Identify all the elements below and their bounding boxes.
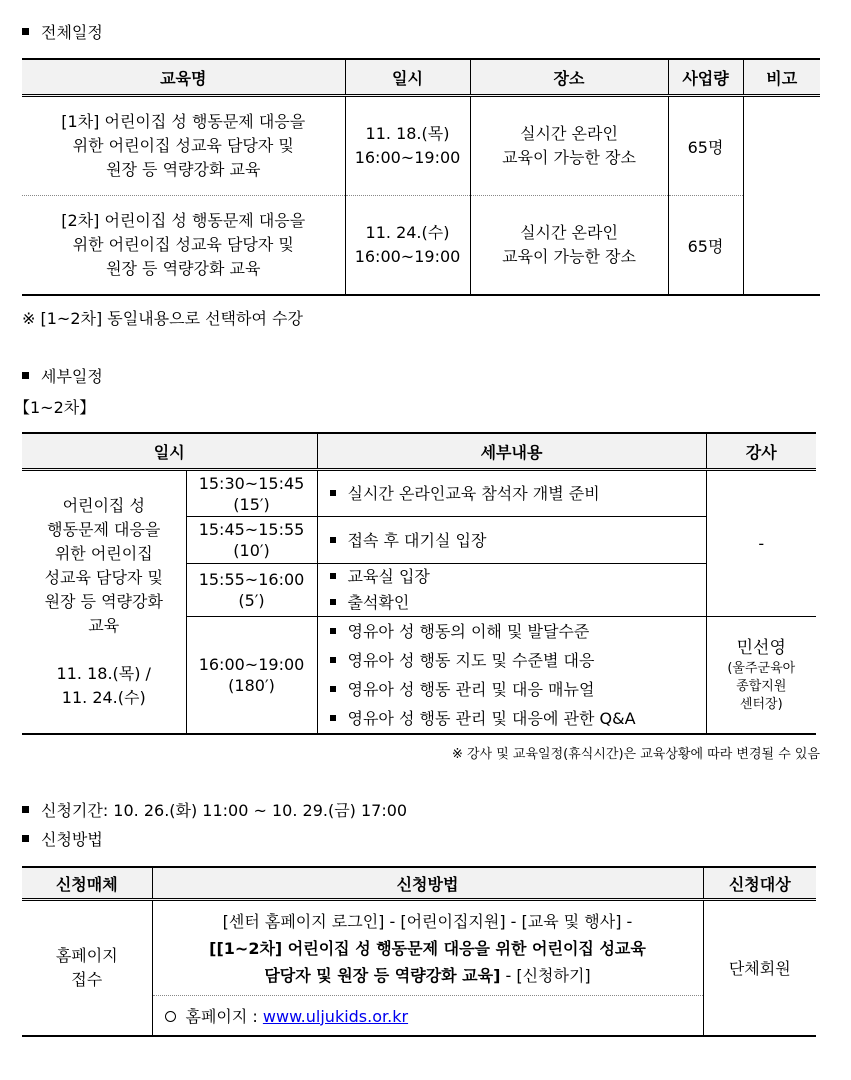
table2-note: ※ 강사 및 교육일정(휴식시간)은 교육상황에 따라 변경될 수 있음	[451, 747, 820, 762]
header-remarks: 비고	[743, 59, 820, 96]
time-slot-cell: 15:55~16:00 (5′)	[186, 564, 317, 617]
square-bullet-icon	[22, 28, 29, 35]
table-row	[22, 96, 820, 196]
header-target: 신청대상	[703, 867, 816, 900]
lecturer-cell: 민선영 (울주군육아 종합지원 센터장)	[706, 617, 816, 735]
square-bullet-icon	[330, 628, 336, 634]
target-cell: 단체회원	[728, 959, 791, 979]
table-row	[22, 196, 820, 296]
quota-cell: 65명	[668, 196, 743, 296]
application-period: 신청기간: 10. 26.(화) 11:00 ~ 10. 29.(금) 17:00	[22, 800, 407, 822]
table-row	[22, 470, 816, 517]
section-title-overall-schedule: 전체일정	[22, 22, 103, 44]
square-bullet-icon	[330, 715, 336, 721]
square-bullet-icon	[22, 835, 29, 842]
section-title-detail-schedule: 세부일정	[22, 366, 103, 388]
datetime-cell: 11. 18.(목) 16:00~19:00	[345, 96, 470, 196]
detail-cell	[317, 617, 706, 735]
detail-cell	[317, 564, 706, 617]
course-name-cell: [1차] 어린이집 성 행동문제 대응을 위한 어린이집 성교육 담당자 및 원장 등 역량강화 교육	[22, 96, 345, 196]
square-bullet-icon	[22, 806, 29, 813]
homepage-link[interactable]: www.uljukids.or.kr	[262, 1006, 409, 1026]
place-cell: 실시간 온라인 교육이 가능한 장소	[470, 96, 668, 196]
list-item: 출석확인	[330, 590, 706, 616]
square-bullet-icon	[330, 573, 336, 579]
lecturer-name: 민선영	[736, 638, 786, 658]
header-quota: 사업량	[668, 59, 743, 96]
square-bullet-icon	[330, 686, 336, 692]
header-details: 세부내용	[317, 433, 706, 470]
list-item: 영유아 성 행동 지도 및 수준별 대응	[330, 646, 706, 675]
header-medium: 신청매체	[22, 867, 152, 900]
quota-cell: 65명	[668, 96, 743, 196]
medium-cell: 홈페이지 접수	[22, 900, 152, 1036]
detail-schedule-table	[22, 432, 816, 735]
square-bullet-icon	[330, 599, 336, 605]
square-bullet-icon	[330, 537, 336, 543]
section-title-application-method: 신청방법	[22, 829, 103, 851]
program-cell: 어린이집 성 행동문제 대응을 위한 어린이집 성교육 담당자 및 원장 등 역량강화 교육 11. 18.(목) / 11. 24.(수)	[22, 470, 186, 735]
list-item: 영유아 성 행동 관리 및 대응에 관한 Q&A	[330, 704, 706, 733]
place-cell: 실시간 온라인 교육이 가능한 장소	[470, 196, 668, 296]
detail-cell	[317, 470, 706, 517]
square-bullet-icon	[330, 657, 336, 663]
header-method: 신청방법	[152, 867, 703, 900]
application-table	[22, 866, 816, 1037]
list-item: 영유아 성 행동 관리 및 대응 매뉴얼	[330, 675, 706, 704]
detail-cell	[317, 517, 706, 564]
square-bullet-icon	[22, 372, 29, 379]
table-row	[22, 900, 816, 996]
circle-bullet-icon	[165, 1011, 176, 1022]
list-item: 접속 후 대기실 입장	[330, 526, 706, 555]
overall-schedule-table	[22, 58, 820, 296]
table-header-row	[22, 867, 816, 900]
list-item: 교육실 입장	[330, 564, 706, 590]
square-bullet-icon	[330, 490, 336, 496]
lecturer-none-cell: -	[706, 470, 816, 617]
homepage-cell: 홈페이지 : www.uljukids.or.kr	[152, 996, 703, 1036]
time-slot-cell: 15:45~15:55 (10′)	[186, 517, 317, 564]
time-slot-cell: 15:30~15:45 (15′)	[186, 470, 317, 517]
header-place: 장소	[470, 59, 668, 96]
method-cell: [센터 홈페이지 로그인] - [어린이집지원] - [교육 및 행사] - [[1~2차] 어린이집 성 행동문제 대응을 위한 어린이집 성교육 담당자 및 원장 등 역량강화 교육] - [신청하기]	[152, 900, 703, 996]
list-item: 실시간 온라인교육 참석자 개별 준비	[330, 479, 706, 508]
list-item: 영유아 성 행동의 이해 및 발달수준	[330, 617, 706, 646]
remarks-cell	[743, 96, 820, 296]
course-name-cell: [2차] 어린이집 성 행동문제 대응을 위한 어린이집 성교육 담당자 및 원장 등 역량강화 교육	[22, 196, 345, 296]
datetime-cell: 11. 24.(수) 16:00~19:00	[345, 196, 470, 296]
header-course-name: 교육명	[22, 59, 345, 96]
table-header-row	[22, 433, 816, 470]
time-slot-cell: 16:00~19:00 (180′)	[186, 617, 317, 735]
round-label: 【1~2차】	[14, 398, 96, 417]
header-datetime: 일시	[345, 59, 470, 96]
table1-note: ※ [1~2차] 동일내용으로 선택하여 수강	[22, 309, 303, 328]
header-lecturer: 강사	[706, 433, 816, 470]
table-header-row	[22, 59, 820, 96]
header-datetime: 일시	[22, 433, 317, 470]
